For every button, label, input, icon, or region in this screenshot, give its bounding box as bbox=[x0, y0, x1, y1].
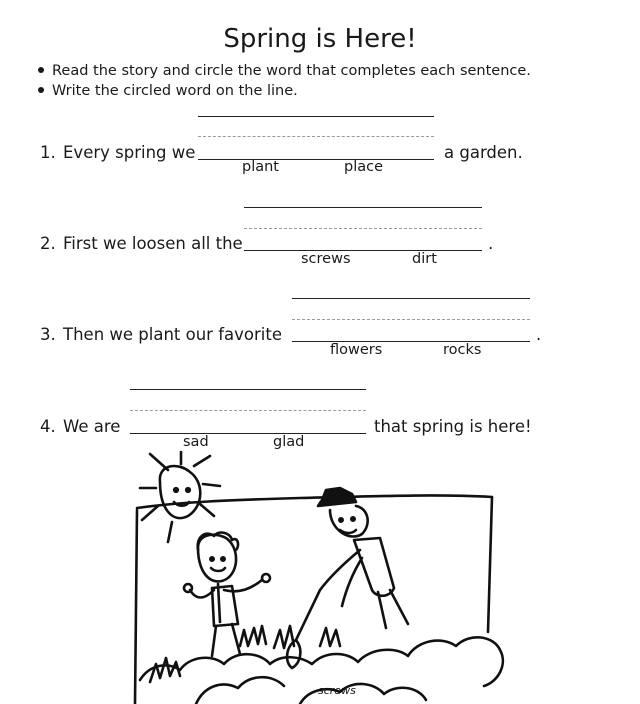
sentence-end: . bbox=[488, 234, 494, 253]
writing-line bbox=[244, 207, 482, 208]
drawing-label: screws bbox=[318, 684, 356, 697]
word-option[interactable]: sad bbox=[183, 434, 209, 450]
guide-line bbox=[292, 319, 530, 320]
sentence-start: Then we plant our favorite bbox=[63, 325, 282, 344]
sentence-number: 4. bbox=[40, 417, 56, 436]
sentence-end: that spring is here! bbox=[374, 417, 532, 436]
sentence-number: 2. bbox=[40, 234, 56, 253]
guide-line bbox=[198, 136, 434, 137]
instruction-text: Write the circled word on the line. bbox=[52, 83, 298, 99]
answer-line[interactable] bbox=[198, 159, 434, 160]
sentence-end: . bbox=[536, 325, 542, 344]
word-option[interactable]: place bbox=[344, 159, 384, 175]
answer-line[interactable] bbox=[130, 433, 366, 434]
word-option[interactable]: flowers bbox=[330, 342, 383, 358]
sentence-start: First we loosen all the bbox=[63, 234, 243, 253]
bullet-icon bbox=[38, 67, 44, 73]
word-option[interactable]: plant bbox=[242, 159, 279, 175]
sentence-number: 1. bbox=[40, 143, 56, 162]
word-option[interactable]: dirt bbox=[412, 251, 437, 267]
instruction-1 bbox=[38, 63, 531, 79]
answer-line[interactable] bbox=[244, 250, 482, 251]
writing-line bbox=[292, 298, 530, 299]
writing-line bbox=[198, 116, 434, 117]
bullet-icon bbox=[38, 87, 44, 93]
guide-line bbox=[244, 228, 482, 229]
guide-line bbox=[130, 410, 366, 411]
instruction-text: Read the story and circle the word that completes each sentence. bbox=[52, 63, 531, 79]
children-gardening-drawing-icon bbox=[0, 450, 640, 704]
word-option[interactable]: glad bbox=[273, 434, 305, 450]
sentence-start: We are bbox=[63, 417, 121, 436]
sentence-start: Every spring we bbox=[63, 143, 196, 162]
answer-line[interactable] bbox=[292, 341, 530, 342]
writing-line bbox=[130, 389, 366, 390]
sun-icon bbox=[140, 452, 220, 542]
word-option[interactable]: screws bbox=[301, 251, 351, 267]
sentence-number: 3. bbox=[40, 325, 56, 344]
word-option[interactable]: rocks bbox=[443, 342, 482, 358]
instruction-2 bbox=[38, 83, 298, 99]
sentence-end: a garden. bbox=[444, 143, 523, 162]
adult-figure bbox=[296, 488, 408, 640]
worksheet-title: Spring is Here! bbox=[223, 24, 417, 54]
